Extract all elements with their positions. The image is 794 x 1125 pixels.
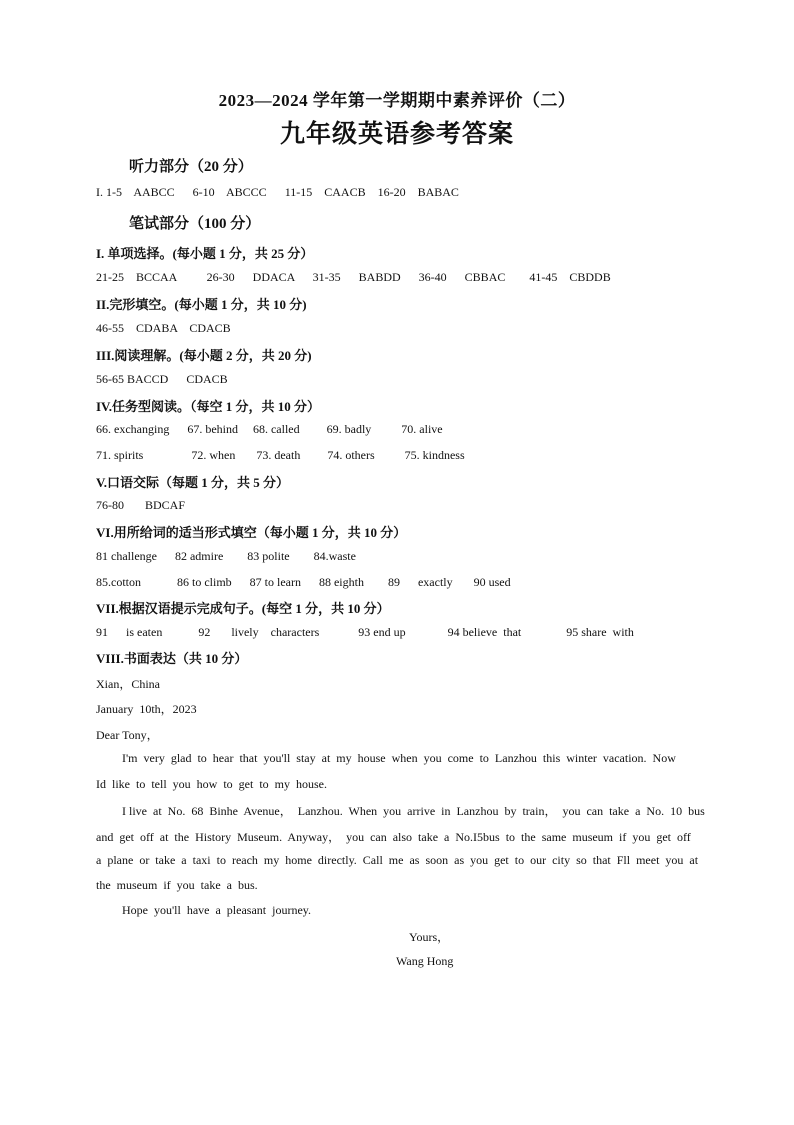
section-heading-2: II.完形填空。(每小题 1 分，共 10 分) xyxy=(96,297,307,312)
answer-key-title: 九年级英语参考答案 xyxy=(279,121,514,148)
listening-answers: I. 1-5 AABCC 6-10 ABCCC 11-15 CAACB 16-20 BABAC xyxy=(96,185,459,199)
section-7-answers: 91 is eaten 92 lively characters 93 end up 94 believe that 95 share with xyxy=(96,625,634,639)
letter-address: Xian，China xyxy=(96,677,160,691)
section-heading-5: V.口语交际（每题 1 分，共 5 分） xyxy=(96,475,289,490)
section-heading-7: VII.根据汉语提示完成句子。(每空 1 分，共 10 分） xyxy=(96,601,390,616)
exam-title: 2023—2024 学年第一学期期中素养评价（二） xyxy=(218,91,576,110)
letter-paragraph-2-line-4: the museum if you take a bus. xyxy=(96,878,258,892)
section-heading-4: IV.任务型阅读。（每空 1 分，共 10 分） xyxy=(96,399,321,414)
letter-signature: Wang Hong xyxy=(396,954,454,968)
section-1-answers: 21-25 BCCAA 26-30 DDACA 31-35 BABDD 36-40 CBBAC 41-45 CBDDB xyxy=(96,270,611,284)
letter-closing: Yours， xyxy=(409,930,450,944)
letter-paragraph-2-line-2: and get off at the History Museum. Anyway， you can also take a No.I5bus to the same museum if you get off xyxy=(96,830,691,844)
letter-paragraph-2-line-1: I live at No. 68 Binhe Avenue， Lanzhou. When you arrive in Lanzhou by train， you can take a No. 10 bus xyxy=(122,804,705,818)
section-heading-8: VIII.书面表达（共 10 分） xyxy=(96,651,248,666)
section-3-answers: 56-65 BACCD CDACB xyxy=(96,372,228,386)
letter-paragraph-1-line-1: I'm very glad to hear that you'll stay at my house when you come to Lanzhou this winter vacation. Now xyxy=(122,751,676,765)
letter-greeting: Dear Tony， xyxy=(96,728,159,742)
section-4-answers-row-2: 71. spirits 72. when 73. death 74. others 75. kindness xyxy=(96,448,465,462)
writing-heading: 笔试部分（100 分） xyxy=(129,216,261,232)
letter-paragraph-1-line-2: Id like to tell you how to get to my house. xyxy=(96,777,327,791)
section-2-answers: 46-55 CDABA CDACB xyxy=(96,321,231,335)
section-6-answers-row-1: 81 challenge 82 admire 83 polite 84.waste xyxy=(96,549,356,563)
listening-heading: 听力部分（20 分） xyxy=(129,159,253,175)
section-heading-1: I. 单项选择。(每小题 1 分，共 25 分） xyxy=(96,246,314,261)
section-4-answers-row-1: 66. exchanging 67. behind 68. called 69. badly 70. alive xyxy=(96,422,443,436)
section-5-answers: 76-80 BDCAF xyxy=(96,498,186,512)
letter-date: January 10th，2023 xyxy=(96,702,197,716)
letter-paragraph-2-line-3: a plane or take a taxi to reach my home directly. Call me as soon as you get to our city so that Fll meet you at xyxy=(96,853,699,867)
section-6-answers-row-2: 85.cotton 86 to climb 87 to learn 88 eighth 89 exactly 90 used xyxy=(96,575,511,589)
section-heading-3: III.阅读理解。(每小题 2 分，共 20 分) xyxy=(96,348,312,363)
section-heading-6: VI.用所给词的适当形式填空（每小题 1 分，共 10 分） xyxy=(96,525,407,540)
letter-paragraph-3: Hope you'll have a pleasant journey. xyxy=(122,903,311,917)
